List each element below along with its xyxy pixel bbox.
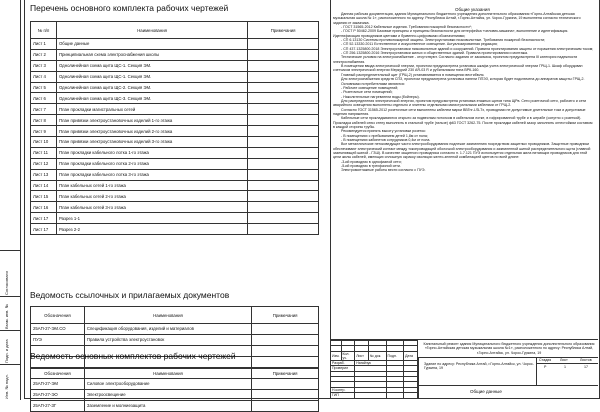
notes-paragraph: Электромонтажные работы вести согласно с ПУЭ. [341, 168, 426, 173]
stamp-sheets-value: 17 [584, 365, 588, 369]
sheet-name: Однолинейная схема щита ЩС-1. Секция ЭМ. [56, 60, 247, 71]
stamp-org: Капитальный ремонт здания Муниципального бюджетного учреждения дополнительного образования «Горно-Алтайская детская музыкальная школа №1», расположенного по адресу: Республика Алтай, г.Горно-Алтайск, ул. Чорос-Гуркина, 19 [423, 342, 595, 355]
stamp-divider-3 [418, 385, 598, 386]
doc-name: Спецификация оборудования, изделий и материалов [84, 324, 251, 335]
table-row [31, 158, 319, 169]
stamp-col-date: Дата [404, 351, 418, 360]
sheet-number: Лист 5 [31, 82, 57, 93]
set-code: 25АП-27-ЭО [31, 389, 85, 400]
table-row [31, 93, 319, 104]
set-name: Силовое электрооборудование [84, 379, 251, 390]
sheet-note [248, 191, 319, 202]
stamp-col-doc: № док. [369, 351, 386, 360]
sheet-note [248, 202, 319, 213]
stamp-role-checker: Проверил [331, 366, 355, 371]
sidebar-cell-replace-inv [0, 296, 20, 331]
sheet-note [248, 147, 319, 158]
sheet-note [248, 49, 319, 60]
stamp-col-count: Кол. уч. [341, 351, 355, 360]
sheet-number: Лист 11 [31, 147, 57, 158]
stamp-col-sign: Подп. [386, 351, 404, 360]
sheet-note [248, 60, 319, 71]
sheet-note [248, 93, 319, 104]
section1-header-num: № п/п [31, 22, 57, 39]
notes-title: Общие указания [455, 7, 490, 12]
sidebar-approval-strip [0, 0, 21, 400]
sheet-note [248, 126, 319, 137]
notes-paragraph: В помещении ввода электрической энергии, проектом предусмотрена установка шкафа учета электрической энергии ГРЩ-1. Шкаф оборудован счетчиком электрической энергии Меркурий 230 АR-03 R и рубильником типа ВРК-160. [333, 64, 583, 73]
stamp-divider-v [418, 357, 419, 399]
empty-cell [252, 345, 319, 356]
section2-header-name: Наименования [84, 307, 251, 324]
notes-paragraph: Главный распределительный щит (ГРЩ-2) устанавливается в помещении вестибюля. [341, 72, 485, 77]
stamp-stage-label: Стадия [539, 358, 552, 362]
sheet-number: Лист 7 [31, 104, 57, 115]
stamp-role-chief: ГИП [331, 393, 355, 398]
doc-code: 25АП-27-ЭМ.СО [31, 324, 85, 335]
section2-header-code: Обозначения [31, 307, 85, 324]
section1-header-name: Наименования [56, 22, 247, 39]
table-row [31, 324, 319, 335]
stamp-doc-title: Общие данные [470, 389, 502, 394]
notes-paragraph: Все металлические нетоковедущие части электрооборудования подлежат заземлению посредством защитных проводников. Защитные проводники обеспечивают электрический контакт между токопроводящей оболочкой электрооборудования и заземленной шиной распределительного щита (главной заземляющей шиной - ГЗШ). В качестве защитного проводника согласно п. 1.7.121 ПУЭ используется отдельная жила питающих проводников для этой цели жилы кабелей, имеющих сплошную окраску изоляции желто-зеленой комбинацией цветов по всей длине: [333, 142, 591, 160]
stamp-role-normcontrol: Н.контр. [331, 387, 355, 392]
notes-paragraph: Для распределения электрической энергии, проектом предусмотрена установка этажных щитов типа ЩРв. Сети розеточной сети, рабочего и сети аварийного освещения выполнены отдельно и элитены отдельными магистральными кабелями от ГРЩ-2. [333, 98, 587, 108]
notes-paragraph: - СП 6.13130 Системы противопожарной защиты. Электроустановки низковольтные. Требования пожарной безопасности; [341, 38, 546, 43]
sheet-note [248, 115, 319, 126]
revision-table [330, 340, 418, 399]
sheet-name: Однолинейная схема щита ЩС-2. Секция ЭМ. [56, 82, 247, 93]
sidebar-cell-approved [0, 250, 20, 297]
table-row [31, 147, 319, 158]
sheet-note [248, 213, 319, 224]
table-row [31, 334, 319, 345]
sheet-note [248, 137, 319, 148]
notes-paragraph: -3-ий проводник в однофазной сети; [341, 159, 402, 164]
sheet-name: План кабельных сетей 1-го этажа [56, 180, 247, 191]
sheet-number: Лист 8 [31, 115, 57, 126]
notes-paragraph: Рекомендуется принять высоту установки розеток: [341, 129, 426, 134]
table-row [31, 126, 319, 137]
table-row [31, 180, 319, 191]
sheet-name: План привязки электроустановочных изделий 2-го этажа [56, 126, 247, 137]
sheet-number: Лист 12 [31, 158, 57, 169]
table-row [31, 82, 319, 93]
sheet-name: План кабельных сетей 2-го этажа [56, 191, 247, 202]
sheet-number: Лист 3 [31, 60, 57, 71]
sheet-note [248, 169, 319, 180]
sheet-name: Однолинейная схема щита ЩС-3. Секция ЭМ. [56, 93, 247, 104]
sheet-name: План привязки электроустановочных изделий 1-го этажа [56, 115, 247, 126]
stamp-sheets-label: Листов [580, 358, 592, 362]
section1-title: Перечень основного комплекта рабочих чертежей [30, 3, 229, 13]
stamp-name-developer: Нагайчук [355, 360, 386, 365]
sheet-number: Лист 10 [31, 137, 57, 148]
sheet-name: Однолинейная схема щита ЩС-1. Секция ЭМ. [56, 71, 247, 82]
stamp-sheet-value: 1 [564, 365, 566, 369]
doc-note [252, 324, 319, 335]
notes-paragraph: - Наколительные нагреватели воды (бойлеры). [341, 94, 420, 99]
sheet-number: Лист 1 [31, 39, 57, 50]
sheet-number: Лист 17 [31, 213, 57, 224]
sheet-name: План привязки электроустановочных изделий 3-го этажа [56, 137, 247, 148]
stamp-sheet-label: Лист [560, 358, 568, 362]
section3-header-code: Обозначения [31, 369, 85, 379]
notes-paragraph: Данная рабочая документация, здания Муниципального бюджетного учреждения дополнительного образования «Горно-Алтайская детская музыкальная школа № 1», расположенного по адресу: Республика Алтай, г.Горно-Алтайск, ул. Чорос-Гуркина, 19 выполнена согласно технического задания от заказчика. [333, 12, 581, 25]
doc-name: Правила устройства электроустановок [84, 334, 251, 345]
section3-title: Ведомость основных комплектов рабочих чертежей [30, 351, 236, 361]
section1-table [30, 21, 319, 235]
table-row [31, 104, 319, 115]
sheet-name: Разрез 2-2 [56, 224, 247, 235]
stamp-col-sheet: Лист [355, 351, 369, 360]
sheet-number: Лист 9 [31, 126, 57, 137]
title-block [330, 339, 598, 399]
sheet-name: План прокладки кабельного лотка 1-го этажа [56, 147, 247, 158]
stamp-col-change: Изм. [331, 351, 342, 360]
sheet-name: План прокладки кабельного лотка 3-го этажа [56, 169, 247, 180]
notes-paragraph: - ГОСТ Р 50462-2009 Базовые принципы и принципы безопасности для интерфейса «человек-машина», выполнение и идентификация. Идентификация проводников цветами и буквенно-цифровыми обозначениями; [333, 29, 569, 38]
sheet-number: Лист 4 [31, 71, 57, 82]
sidebar-label-approved: Согласовано [4, 270, 9, 295]
table-row [31, 202, 319, 213]
table-row [31, 224, 319, 235]
set-note [252, 400, 319, 411]
notes-paragraph: Для электроснабжения средств СПЗ, проектом предусмотрена установка панели ППЭЗ, которая будет подключена до аппаратов защиты ГРЩ-2. [341, 77, 585, 82]
sheet-name: План кабельных сетей 3-го этажа [56, 202, 247, 213]
sidebar-cell-sign-date [0, 330, 20, 365]
stamp-divider-2 [536, 363, 598, 364]
stamp-building: Здание по адресу: Республика Алтай, г.Горно-Алтайск, ул. Чорос-Гуркина, 19 [424, 362, 534, 371]
notes-paragraph: - ГОСТ 31565-2012 Кабельные изделия. Требования пожарной безопасности*; [341, 25, 472, 30]
notes-paragraph: Согласно ГОСТ 31565-2012 розеточные сети выполнены кабелем марки ВВГнг-LSLTx, проводники не допустимые длительные токи и допустимые падения напряжения. [333, 107, 586, 116]
sheet-number: Лист 6 [31, 93, 57, 104]
set-code: 25АП-27-ЗГ [31, 400, 85, 411]
sheet-number: Лист 16 [31, 202, 57, 213]
notes-paragraph: - Розеточные сети помещений; [341, 90, 393, 95]
notes-paragraph: Технические условия на электроснабжение - отсутствуют. Согласно задания от заказчика, проектом предусмотрена III категория надежности электроснабжения. [333, 55, 578, 64]
sheet-note [248, 82, 319, 93]
section2-header-note: Примечания [252, 307, 319, 324]
notes-paragraph: - СП 256.1325800.2016 Электроустановки жилых и общественных зданий. Правила проектирования и монтажа. [341, 51, 529, 56]
sheet-name: Разрез 1-1 [56, 213, 247, 224]
stamp-role-developer: Разраб. [331, 360, 355, 365]
table-row [31, 137, 319, 148]
sidebar-label-sign-date: Подп. и дата [4, 339, 9, 363]
table-row [31, 115, 319, 126]
sidebar-label-inv-original: Инв. № подл. [4, 374, 9, 399]
stamp-divider-1 [418, 357, 598, 358]
notes-paragraph: - СП 437.1325800.2018 Электроустановки низковольтные зданий и сооружений. Правила проектирования защиты от поражения электрическим током; [341, 46, 594, 51]
sheet-number: Лист 2 [31, 49, 57, 60]
set-name: Заземление и молниезащита [84, 400, 251, 411]
notes-paragraph: Основными потребителями являются: [341, 81, 405, 86]
sheet-note [248, 71, 319, 82]
table-row [31, 49, 319, 60]
set-note [252, 389, 319, 400]
notes-paragraph: - Рабочее освещение помещений; [341, 85, 399, 90]
table-row [31, 169, 319, 180]
section3-header-note: Примечания [252, 369, 319, 379]
section3-table [30, 368, 319, 412]
sheet-note [248, 39, 319, 50]
set-code: 25АП-27-ЭМ [31, 379, 85, 390]
section2-title: Ведомость ссылочных и прилагаемых документов [30, 290, 230, 300]
sheet-number: Лист 14 [31, 180, 57, 191]
doc-code: ПУЭ [31, 334, 85, 345]
sheet-number: Лист 15 [31, 191, 57, 202]
sidebar-cell-inv-original [0, 364, 20, 401]
notes-body [333, 12, 595, 173]
stamp-stage-value: Р [544, 365, 547, 369]
stamp-divider-v2 [536, 357, 537, 385]
sidebar-label-replace-inv: Взам. инв. № [4, 304, 9, 329]
empty-cell [252, 356, 319, 367]
sheet-number: Лист 17 [31, 224, 57, 235]
sheet-note [248, 224, 319, 235]
sheet-name: План прокладки магистральных сетей [56, 104, 247, 115]
table-row [31, 191, 319, 202]
notes-paragraph: - В помещениях кабинетов сотрудников 0,4м от пола. [341, 137, 431, 142]
notes-paragraph: -5-ий проводник в трехфазной сети. [341, 164, 401, 169]
notes-paragraph: - В помещениях с пребыванием детей 1,8м от пола; [341, 133, 428, 138]
table-row [31, 379, 319, 390]
set-note [252, 379, 319, 390]
sheet-note [248, 158, 319, 169]
section1-header-note: Примечания [248, 22, 319, 39]
sheet-number: Лист 13 [31, 169, 57, 180]
table-row [31, 71, 319, 82]
table-row [31, 39, 319, 50]
notes-paragraph: - СП 52.13330.2011 Естественное и искусственное освещение. Актуализированная редакция; [341, 42, 498, 47]
set-name: Электроосвещение [84, 389, 251, 400]
table-row [31, 213, 319, 224]
section3-header-name: Наименования [84, 369, 251, 379]
sheet-name: План прокладки кабельного лотка 2-го этажа [56, 158, 247, 169]
sheet-name: Общие данные [56, 39, 247, 50]
notes-paragraph: Кабельные сети прокладываются открыто за подвесным потолком в кабельном лотке, в гофрированной трубе и в штрабе (сопутно с розеткой). Прокладка кабелей сеюз стену выполнить в стальной трубе (гильзе) ф63 ГОСТ 3262-75. После прокладки кабелей зазор заполнить огнестойким составом в каждой стороны трубы. [333, 116, 593, 129]
table-row [31, 389, 319, 400]
table-row [31, 400, 319, 411]
doc-note [252, 334, 319, 345]
sheet-note [248, 104, 319, 115]
sheet-name: Принципиальная схема электроснабжения школы [56, 49, 247, 60]
table-row [31, 60, 319, 71]
sheet-note [248, 180, 319, 191]
